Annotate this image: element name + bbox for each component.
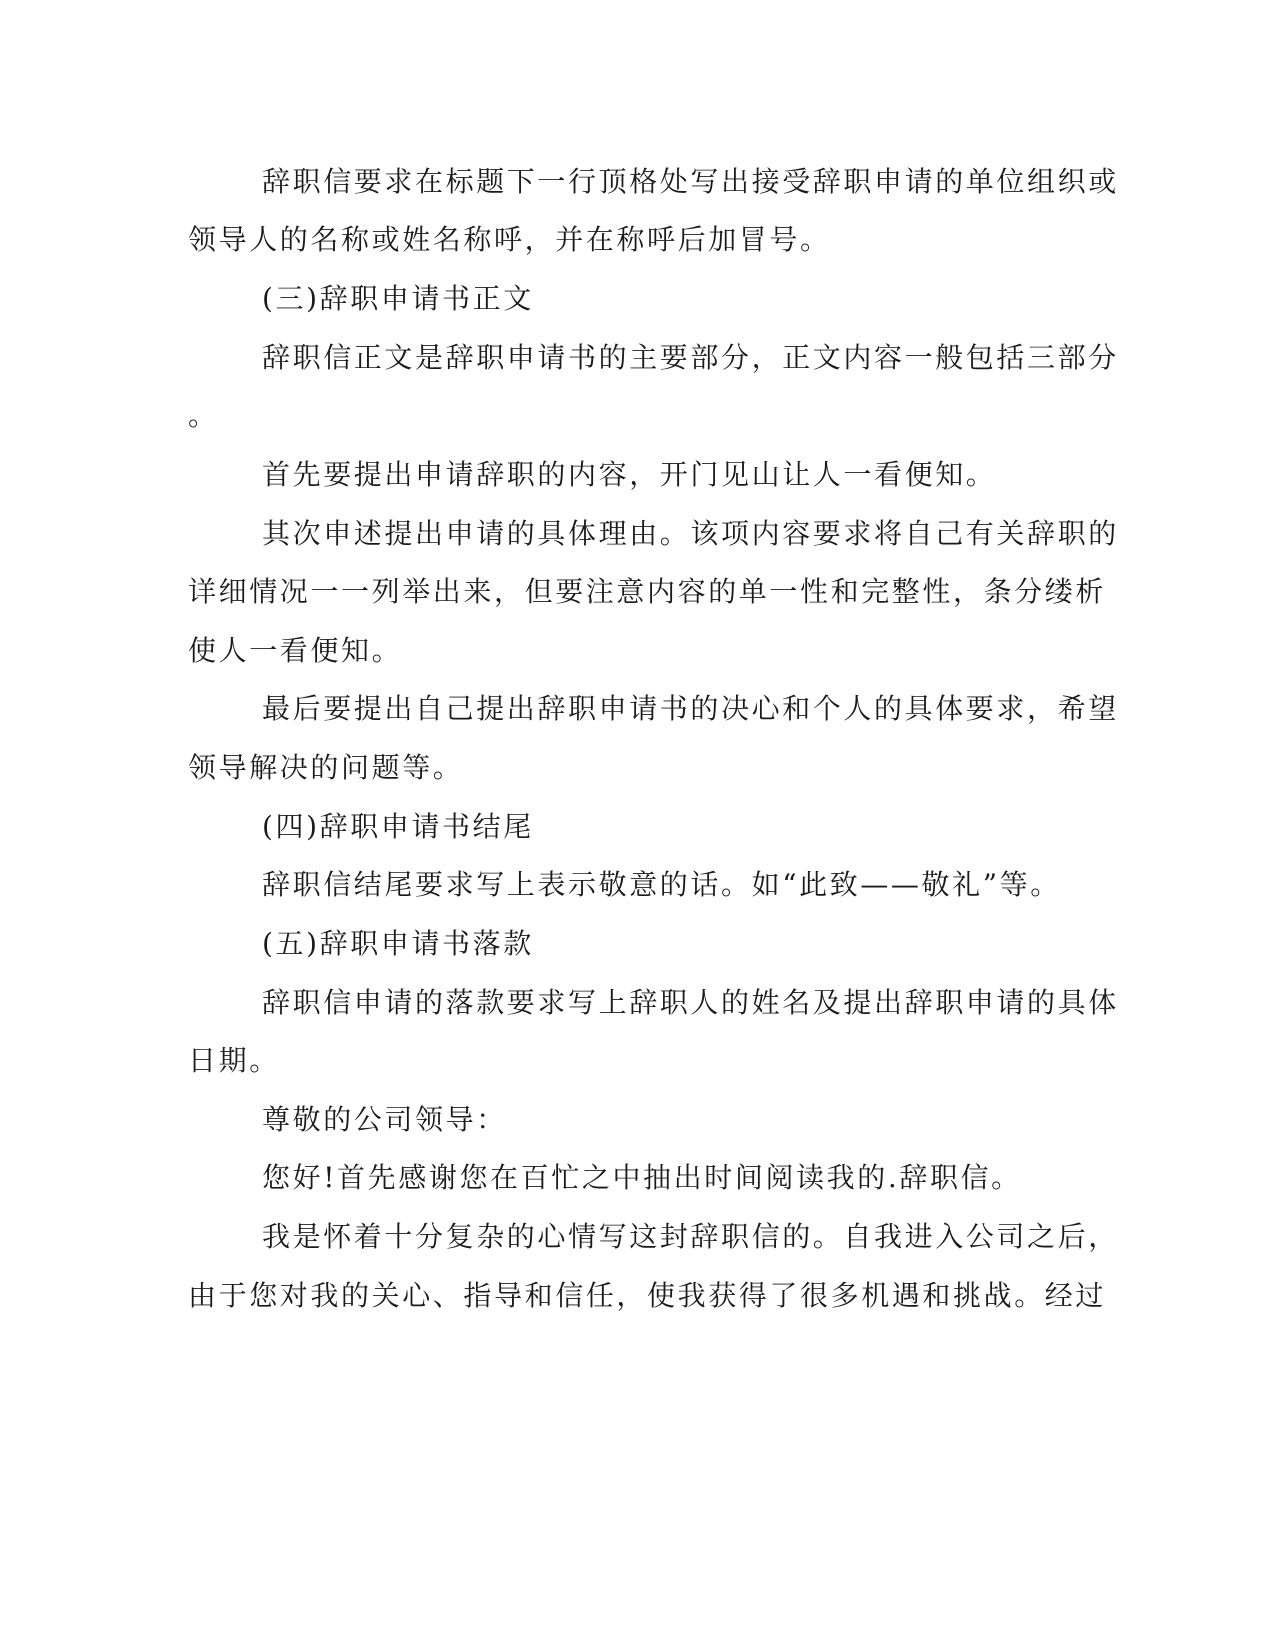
paragraph-line: 辞职信正文是辞职申请书的主要部分，正文内容一般包括三部分	[262, 341, 1119, 374]
paragraph-line: 您好!首先感谢您在百忙之中抽出时间阅读我的.辞职信。	[262, 1161, 1022, 1194]
paragraph-line: 首先要提出申请辞职的内容，开门见山让人一看便知。	[262, 458, 997, 491]
paragraph-line: 辞职信要求在标题下一行顶格处写出接受辞职申请的单位组织或	[262, 165, 1119, 198]
section-heading: (四)辞职申请书结尾	[262, 810, 534, 843]
paragraph-line: 详细情况一一列举出来，但要注意内容的单一性和完整性，条分缕析	[188, 575, 1107, 608]
letter-salutation: 尊敬的公司领导：	[262, 1103, 507, 1136]
paragraph-line: 辞职信结尾要求写上表示敬意的话。如“此致——敬礼”等。	[262, 868, 1061, 901]
paragraph-line: 日期。	[188, 1044, 280, 1077]
paragraph-line: 由于您对我的关心、指导和信任，使我获得了很多机遇和挑战。经过	[188, 1279, 1107, 1312]
section-heading: (三)辞职申请书正文	[262, 282, 534, 315]
paragraph-line: 最后要提出自己提出辞职申请书的决心和个人的具体要求，希望	[262, 692, 1119, 725]
paragraph-line: 领导人的名称或姓名称呼，并在称呼后加冒号。	[188, 223, 831, 256]
paragraph-line: 辞职信申请的落款要求写上辞职人的姓名及提出辞职申请的具体	[262, 986, 1119, 1019]
paragraph-line: 。	[188, 399, 219, 432]
paragraph-line: 使人一看便知。	[188, 634, 403, 667]
section-heading: (五)辞职申请书落款	[262, 927, 534, 960]
paragraph-line: 其次申述提出申请的具体理由。该项内容要求将自己有关辞职的	[262, 517, 1119, 550]
paragraph-line: 我是怀着十分复杂的心情写这封辞职信的。自我进入公司之后，	[262, 1220, 1119, 1253]
paragraph-line: 领导解决的问题等。	[188, 751, 464, 784]
